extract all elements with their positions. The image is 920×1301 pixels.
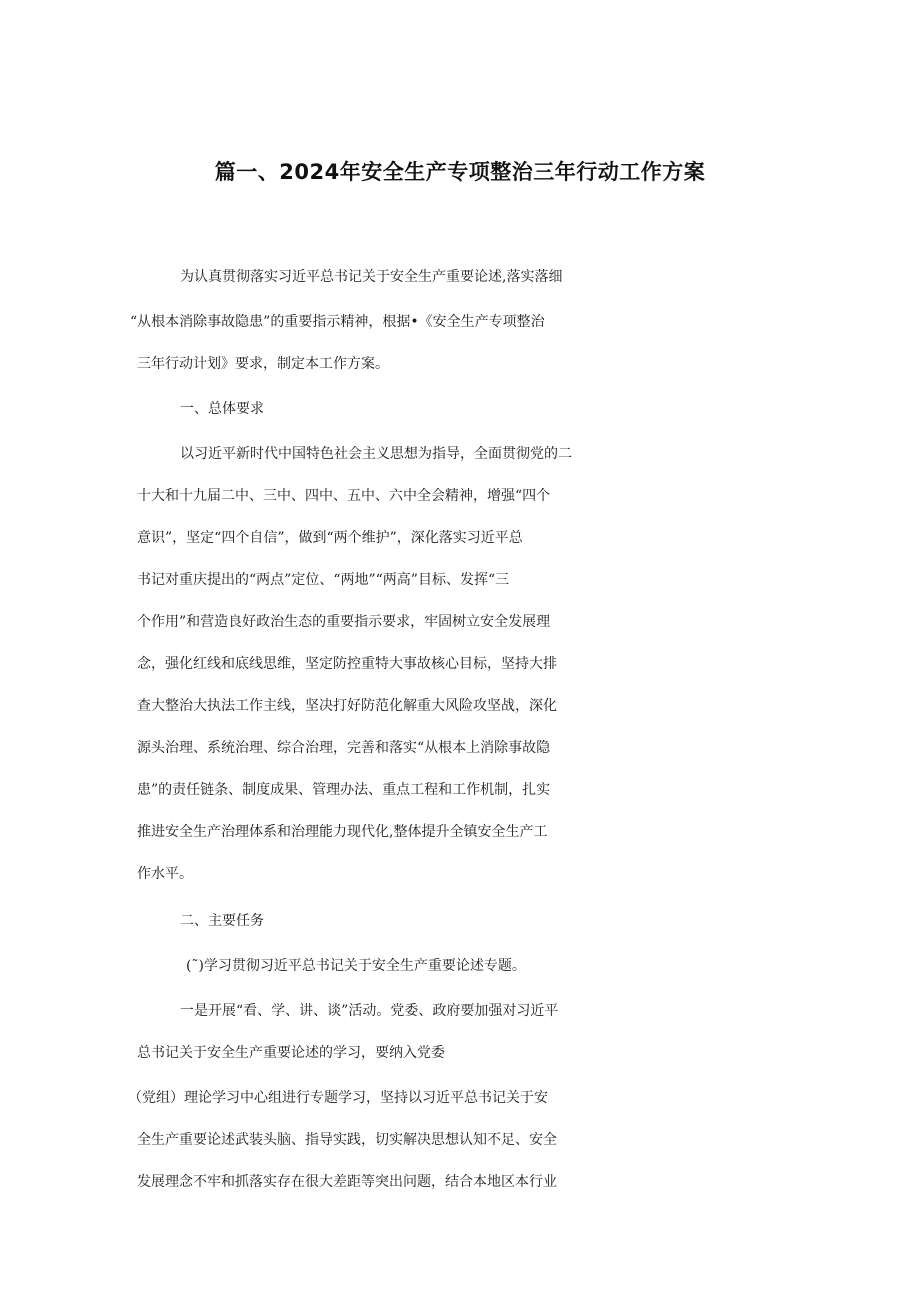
paragraph-line: 源头治理、系统治理、综合治理，完善和落实“从根本上消除事故隐 [137,740,551,756]
paragraph-line: （党组）理论学习中心组进行专题学习，坚持以习近平总书记关于安 [128,1090,548,1106]
paragraph-line: 总书记关于安全生产重要论述的学习，要纳入党委 [137,1045,445,1061]
paragraph-line: 发展理念不牢和抓落实存在很大差距等突出问题，结合本地区本行业 [137,1174,557,1190]
paragraph-line: 意识”，坚定“四个自信”，做到“两个维护”，深化落实习近平总 [137,530,523,546]
paragraph-line: 个作用”和营造良好政治生态的重要指示要求，牢固树立安全发展理 [137,614,551,630]
section-heading: 二、主要任务 [180,913,264,929]
document-title: 篇一、2024年安全生产专项整治三年行动工作方案 [214,160,706,184]
paragraph-line: 书记对重庆提出的“两点”定位、“两地”“两高”目标、发挥“三 [137,572,510,588]
paragraph-line: 三年行动计划》要求，制定本工作方案。 [137,356,389,372]
paragraph-line: 念，强化红线和底线思维，坚定防控重特大事故核心目标，坚持大排 [137,656,557,672]
paragraph-line: 以习近平新时代中国特色社会主义思想为指导，全面贯彻党的二 [180,446,572,462]
paragraph-line: 推进安全生产治理体系和治理能力现代化,整体提升全镇安全生产工 [137,824,548,840]
subsection-heading: (˜)学习贯彻习近平总书记关于安全生产重要论述专题。 [186,958,526,974]
paragraph-line: “从根本消除事故隐患”的重要指示精神，根据•《安全生产专项整治 [130,314,545,330]
paragraph-line: 一是开展“看、学、讲、谈”活动。党委、政府要加强对习近平 [180,1003,559,1019]
paragraph-line: 十大和十九届二中、三中、四中、五中、六中全会精神，增强“四个 [137,488,551,504]
paragraph-line: 作水平。 [137,866,193,882]
paragraph-line: 患”的责任链条、制度成果、管理办法、重点工程和工作机制，扎实 [137,782,551,798]
paragraph-line: 为认真贯彻落实习近平总书记关于安全生产重要论述,落实落细 [180,269,563,285]
section-heading: 一、总体要求 [180,401,264,417]
paragraph-line: 查大整治大执法工作主线，坚决打好防范化解重大风险攻坚战，深化 [137,698,557,714]
paragraph-line: 全生产重要论述武装头脑、指导实践，切实解决思想认知不足、安全 [137,1132,557,1148]
